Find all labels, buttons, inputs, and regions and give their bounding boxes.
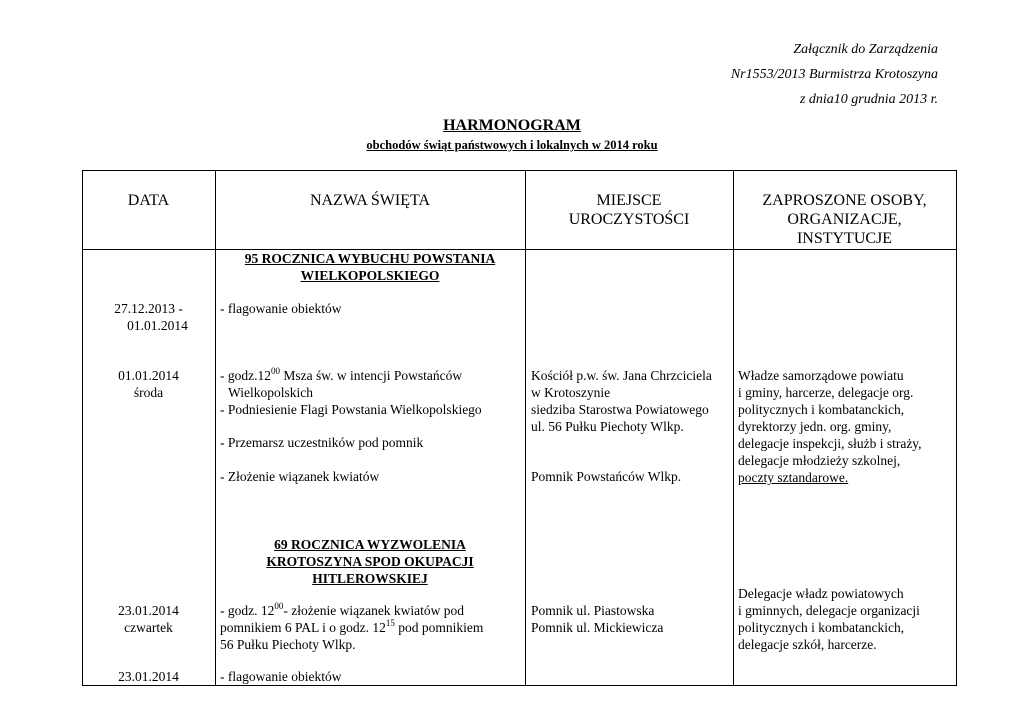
guest-line: i gminy, harcerze, delegacje org.	[738, 385, 914, 400]
guest-line: Delegacje władz powiatowych	[738, 586, 904, 601]
mass-time: - godz.12	[220, 368, 271, 383]
date-range-start: 27.12.2013 -	[114, 301, 183, 316]
page-subtitle: obchodów świąt państwowych i lokalnych w 2014 roku	[366, 138, 658, 152]
column-header-invited-line1: ZAPROSZONE OSOBY,	[762, 192, 927, 209]
program-item-mass	[220, 367, 462, 384]
event-title-line2: WIELKOPOLSKIEGO	[300, 268, 440, 283]
event-title-line1: 95 ROCZNICA WYBUCHU POWSTANIA	[244, 251, 496, 266]
attachment-note-line1: Załącznik do Zarządzenia	[793, 42, 938, 57]
event-date	[82, 367, 215, 401]
event-date-range	[82, 300, 215, 334]
program-text: pomnikiem 6 PAL i o godz. 12	[220, 620, 386, 635]
program-item-mass-cont: Wielkopolskich	[228, 385, 313, 400]
event-weekday: czwartek	[124, 620, 173, 635]
event-date	[82, 602, 215, 636]
program-text: - złożenie wiązanek kwiatów pod	[283, 603, 465, 618]
venue-line: w Krotoszynie	[531, 385, 611, 400]
flagging-item: - flagowanie obiektów	[220, 669, 342, 684]
attachment-note-line2: Nr1553/2013 Burmistrza Krotoszyna	[730, 67, 938, 82]
venue-line: Kościół p.w. św. Jana Chrzciciela	[531, 368, 712, 383]
mass-time-minutes: 00	[271, 366, 280, 376]
program-line	[220, 602, 483, 619]
column-header-venue-line1: MIEJSCE	[596, 192, 662, 209]
table-border-bottom	[82, 685, 957, 686]
event-date-value: 23.01.2014	[118, 603, 179, 618]
column-header-holiday-name: NAZWA ŚWIĘTA	[309, 192, 431, 209]
guest-line: poczty sztandarowe.	[738, 470, 849, 485]
date-range-end: 01.01.2014	[127, 318, 188, 333]
program-line: 56 Pułku Piechoty Wlkp.	[220, 637, 356, 652]
guest-line: politycznych i kombatanckich,	[738, 620, 905, 635]
guest-line: politycznych i kombatanckich,	[738, 402, 905, 417]
guest-line: delegacje młodzieży szkolnej,	[738, 453, 901, 468]
page-title: HARMONOGRAM	[443, 117, 581, 134]
table-border-right	[956, 170, 957, 686]
column-header-invited	[733, 191, 956, 248]
program-text: pod pomnikiem	[394, 620, 484, 635]
program-time: - godz. 12	[220, 603, 275, 618]
event-title-line3: HITLEROWSKIEJ	[312, 571, 428, 586]
guest-line: i gminnych, delegacje organizacji	[738, 603, 920, 618]
event-date-value: 01.01.2014	[118, 368, 179, 383]
program-line	[220, 619, 483, 636]
guest-line: delegacje szkół, harcerze.	[738, 637, 877, 652]
event-title-line2: KROTOSZYNA SPOD OKUPACJI	[266, 554, 474, 569]
table-border-top	[82, 170, 957, 171]
program-item-wreaths: - Złożenie wiązanek kwiatów	[220, 469, 380, 484]
program-time-minutes: 00	[274, 601, 284, 611]
column-header-venue	[525, 191, 733, 229]
venue-line: Pomnik ul. Mickiewicza	[531, 620, 664, 635]
venue-monument: Pomnik Powstańców Wlkp.	[531, 469, 682, 484]
venue-line: siedziba Starostwa Powiatowego	[531, 402, 709, 417]
venue-line: ul. 56 Pułku Piechoty Wlkp.	[531, 419, 684, 434]
invited-guests-list	[738, 585, 920, 653]
column-header-venue-line2: UROCZYSTOŚCI	[568, 211, 690, 228]
mass-description: Msza św. w intencji Powstańców	[280, 368, 463, 383]
guest-line: Władze samorządowe powiatu	[738, 368, 904, 383]
flagging-item: - flagowanie obiektów	[220, 301, 342, 316]
invited-guests-list	[738, 367, 922, 486]
event-date-value: 23.01.2014	[118, 669, 179, 684]
program-item-wreaths	[220, 602, 483, 653]
venue-line: Pomnik ul. Piastowska	[531, 603, 655, 618]
guest-line: dyrektorzy jedn. org. gminy,	[738, 419, 892, 434]
program-item-march: - Przemarsz uczestników pod pomnik	[220, 435, 424, 450]
column-header-date: DATA	[127, 192, 170, 209]
venue-list	[531, 367, 712, 435]
program-time-minutes: 15	[385, 618, 395, 628]
event-title	[215, 250, 525, 284]
guest-line: delegacje inspekcji, służb i straży,	[738, 436, 922, 451]
column-header-invited-line2: ORGANIZACJE,	[787, 211, 902, 228]
column-divider	[215, 170, 216, 686]
event-title	[215, 536, 525, 587]
event-title-line1: 69 ROCZNICA WYZWOLENIA	[274, 537, 466, 552]
event-weekday: środa	[133, 385, 164, 400]
column-divider	[525, 170, 526, 686]
program-item-flag-raise: - Podniesienie Flagi Powstania Wielkopolskiego	[220, 402, 482, 417]
attachment-note-line3: z dnia10 grudnia 2013 r.	[799, 92, 938, 107]
column-header-invited-line3: INSTYTUCJE	[796, 230, 893, 247]
venue-list	[531, 602, 663, 636]
